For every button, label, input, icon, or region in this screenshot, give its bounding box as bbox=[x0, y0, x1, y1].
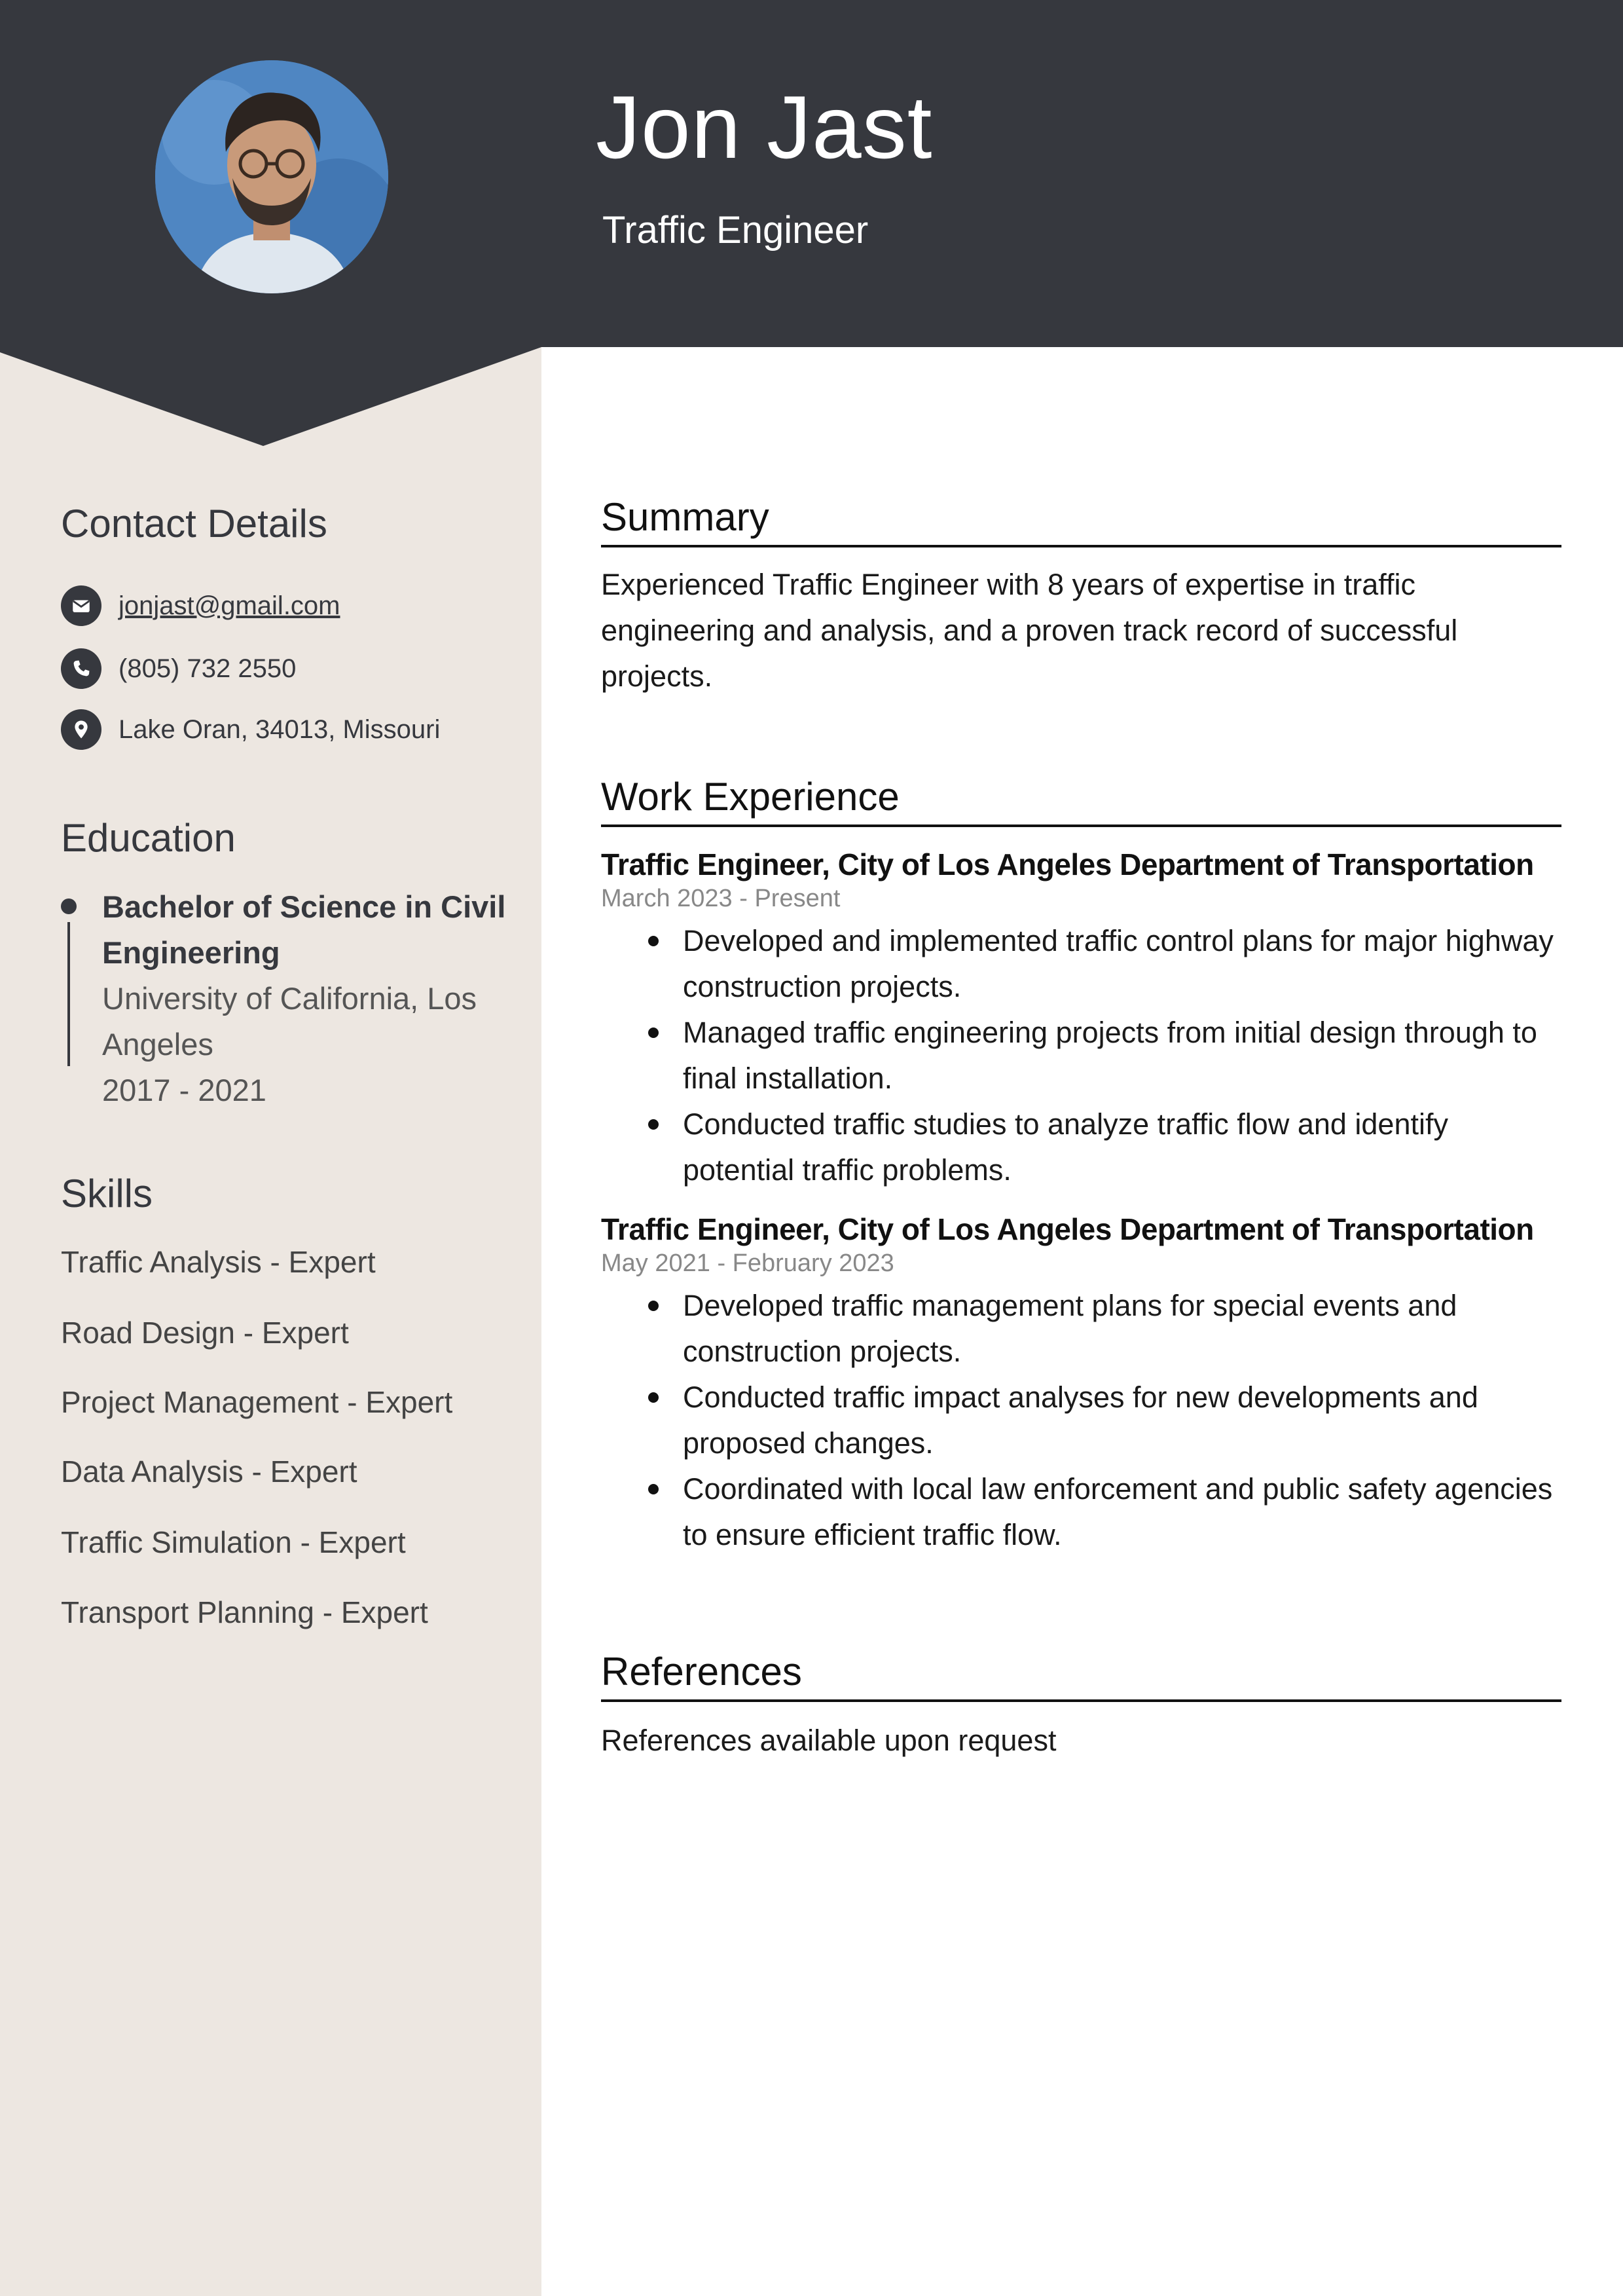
job-bullets bbox=[601, 1283, 1561, 1558]
references-text: References available upon request bbox=[601, 1724, 1057, 1757]
education-years: 2017 - 2021 bbox=[102, 1073, 266, 1107]
skill-item: Traffic Simulation - Expert bbox=[61, 1525, 406, 1559]
profile-photo bbox=[155, 60, 388, 293]
avatar bbox=[155, 60, 388, 293]
work-experience-section bbox=[601, 774, 1561, 1558]
contact-phone-row bbox=[61, 648, 296, 689]
phone-number: (805) 732 2550 bbox=[119, 654, 297, 683]
bullet-item: Conducted traffic impact analyses for new developments and proposed changes. bbox=[601, 1375, 1561, 1466]
contact-address-row bbox=[61, 709, 440, 750]
job-dates: March 2023 - Present bbox=[601, 885, 841, 912]
school-name: University of California, Los Angeles bbox=[102, 981, 477, 1062]
contact-heading: Contact Details bbox=[61, 502, 327, 546]
candidate-name: Jon Jast bbox=[596, 77, 933, 177]
skill-item: Project Management - Expert bbox=[61, 1385, 453, 1419]
skills-heading: Skills bbox=[61, 1172, 153, 1215]
envelope-icon bbox=[61, 585, 101, 626]
job-entry bbox=[601, 847, 1561, 1193]
candidate-title: Traffic Engineer bbox=[602, 209, 869, 251]
bullet-item: Coordinated with local law enforcement and public safety agencies to ensure efficient traffic flow. bbox=[601, 1466, 1561, 1558]
education-entry bbox=[61, 884, 506, 1113]
job-title: Traffic Engineer, City of Los Angeles Department of Transportation bbox=[601, 1212, 1534, 1246]
bullet-item: Developed and implemented traffic control plans for major highway construction projects. bbox=[601, 918, 1561, 1010]
summary-section bbox=[601, 494, 1561, 699]
email-link[interactable]: jonjast@gmail.com bbox=[119, 591, 340, 620]
phone-icon bbox=[61, 648, 101, 689]
job-dates: May 2021 - February 2023 bbox=[601, 1250, 894, 1277]
header-chevron bbox=[0, 346, 541, 447]
summary-heading: Summary bbox=[601, 494, 1561, 547]
job-entry bbox=[601, 1212, 1561, 1558]
work-experience-heading: Work Experience bbox=[601, 774, 1561, 827]
references-heading: References bbox=[601, 1649, 1561, 1702]
education-heading: Education bbox=[61, 816, 236, 860]
skill-item: Traffic Analysis - Expert bbox=[61, 1245, 376, 1279]
skill-item: Road Design - Expert bbox=[61, 1316, 349, 1350]
skill-item: Transport Planning - Expert bbox=[61, 1595, 428, 1629]
bullet-item: Developed traffic management plans for special events and construction projects. bbox=[601, 1283, 1561, 1375]
map-pin-icon bbox=[61, 709, 101, 750]
timeline-dot bbox=[61, 898, 77, 914]
timeline-line bbox=[67, 922, 70, 1066]
contact-email-row bbox=[61, 585, 340, 626]
job-title: Traffic Engineer, City of Los Angeles Department of Transportation bbox=[601, 847, 1534, 881]
references-section bbox=[601, 1649, 1561, 1764]
bullet-item: Conducted traffic studies to analyze traffic flow and identify potential traffic problems. bbox=[601, 1102, 1561, 1193]
summary-text: Experienced Traffic Engineer with 8 years of expertise in traffic engineering and analysis, and a proven track record of successful projects. bbox=[601, 568, 1458, 693]
bullet-item: Managed traffic engineering projects from initial design through to final installation. bbox=[601, 1010, 1561, 1102]
job-bullets bbox=[601, 918, 1561, 1193]
skill-item: Data Analysis - Expert bbox=[61, 1454, 357, 1489]
address-text: Lake Oran, 34013, Missouri bbox=[119, 714, 441, 744]
degree-name: Bachelor of Science in Civil Engineering bbox=[102, 889, 506, 970]
